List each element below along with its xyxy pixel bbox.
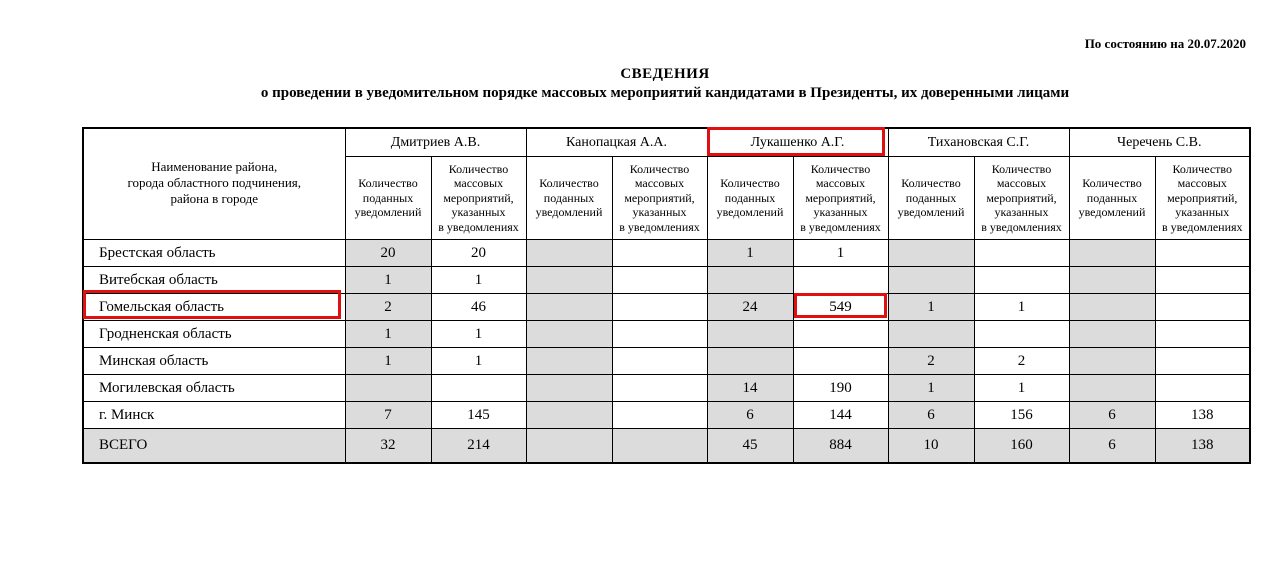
region-name: Минская область: [83, 348, 345, 375]
table-row: [83, 402, 1250, 429]
total-row: [83, 429, 1250, 464]
events-cell: 144: [793, 402, 888, 429]
events-cell: [612, 240, 707, 267]
notifications-cell: [888, 240, 974, 267]
total-notifications-cell: 45: [707, 429, 793, 464]
region-name: Гомельская область: [83, 294, 345, 321]
events-cell: 1: [974, 294, 1069, 321]
events-cell: [1155, 294, 1250, 321]
total-events-cell: [612, 429, 707, 464]
notifications-cell: [526, 294, 612, 321]
events-column-header: Количество массовых мероприятий, указанных в уведомлениях: [612, 157, 707, 240]
notifications-cell: 1: [888, 375, 974, 402]
notifications-cell: [1069, 294, 1155, 321]
notifications-cell: [526, 267, 612, 294]
notifications-cell: [707, 267, 793, 294]
region-name: Могилевская область: [83, 375, 345, 402]
events-cell: [974, 240, 1069, 267]
notifications-cell: 6: [888, 402, 974, 429]
table-row: [83, 321, 1250, 348]
notifications-cell: [1069, 375, 1155, 402]
events-cell: [1155, 348, 1250, 375]
notifications-cell: 2: [345, 294, 431, 321]
events-cell: 190: [793, 375, 888, 402]
notifications-cell: 14: [707, 375, 793, 402]
region-name: Брестская область: [83, 240, 345, 267]
notifications-cell: [1069, 267, 1155, 294]
events-cell: [974, 267, 1069, 294]
table-row: [83, 348, 1250, 375]
events-column-header: Количество массовых мероприятий, указанных в уведомлениях: [974, 157, 1069, 240]
notifications-column-header: Количество поданных уведомлений: [888, 157, 974, 240]
events-column-header: Количество массовых мероприятий, указанных в уведомлениях: [1155, 157, 1250, 240]
events-cell: 20: [431, 240, 526, 267]
region-name: Витебская область: [83, 267, 345, 294]
total-notifications-cell: 32: [345, 429, 431, 464]
notifications-column-header: Количество поданных уведомлений: [707, 157, 793, 240]
events-cell: 46: [431, 294, 526, 321]
events-cell: 145: [431, 402, 526, 429]
notifications-column-header: Количество поданных уведомлений: [1069, 157, 1155, 240]
candidate-header: Черечень С.В.: [1069, 128, 1250, 157]
notifications-cell: 1: [345, 321, 431, 348]
events-cell: [612, 402, 707, 429]
events-cell: [793, 267, 888, 294]
notifications-cell: [707, 348, 793, 375]
total-notifications-cell: 6: [1069, 429, 1155, 464]
events-cell: 156: [974, 402, 1069, 429]
total-label: ВСЕГО: [83, 429, 345, 464]
events-cell: [1155, 240, 1250, 267]
events-cell: [974, 321, 1069, 348]
events-cell: [1155, 321, 1250, 348]
date-line: По состоянию на 20.07.2020: [1084, 36, 1246, 51]
notifications-cell: [345, 375, 431, 402]
notifications-cell: 6: [1069, 402, 1155, 429]
total-events-cell: 214: [431, 429, 526, 464]
notifications-column-header: Количество поданных уведомлений: [345, 157, 431, 240]
notifications-cell: [888, 267, 974, 294]
notifications-cell: [888, 321, 974, 348]
events-cell: [793, 321, 888, 348]
notifications-cell: [526, 402, 612, 429]
notifications-cell: 2: [888, 348, 974, 375]
notifications-column-header: Количество поданных уведомлений: [526, 157, 612, 240]
notifications-cell: 6: [707, 402, 793, 429]
table-row: [83, 240, 1250, 267]
events-cell: 1: [431, 348, 526, 375]
candidate-header: Лукашенко А.Г.: [707, 128, 888, 157]
notifications-cell: 1: [888, 294, 974, 321]
table-row: [83, 267, 1250, 294]
notifications-cell: [707, 321, 793, 348]
events-cell: [612, 267, 707, 294]
notifications-cell: [526, 321, 612, 348]
events-cell: [612, 321, 707, 348]
notifications-cell: [1069, 240, 1155, 267]
candidate-header: Канопацкая А.А.: [526, 128, 707, 157]
notifications-cell: 20: [345, 240, 431, 267]
events-cell: 138: [1155, 402, 1250, 429]
notifications-cell: [526, 240, 612, 267]
events-cell: 2: [974, 348, 1069, 375]
total-events-cell: 160: [974, 429, 1069, 464]
total-events-cell: 884: [793, 429, 888, 464]
events-column-header: Количество массовых мероприятий, указанных в уведомлениях: [431, 157, 526, 240]
region-column-header: Наименование района, города областного подчинения, района в городе: [83, 128, 345, 240]
events-cell: 1: [974, 375, 1069, 402]
notifications-cell: 7: [345, 402, 431, 429]
page-title: СВЕДЕНИЯ: [620, 66, 710, 82]
events-cell: [431, 375, 526, 402]
events-column-header: Количество массовых мероприятий, указанных в уведомлениях: [793, 157, 888, 240]
region-name: Гродненская область: [83, 321, 345, 348]
notifications-cell: [526, 348, 612, 375]
table-row: [83, 294, 1250, 321]
total-notifications-cell: [526, 429, 612, 464]
events-cell: 1: [431, 321, 526, 348]
events-cell: [612, 348, 707, 375]
events-cell: [793, 348, 888, 375]
page-subtitle: о проведении в уведомительном порядке массовых мероприятий кандидатами в Президенты, их доверенными лицами: [260, 85, 1070, 101]
events-cell: [1155, 267, 1250, 294]
report-table: [82, 127, 1251, 464]
candidate-header: Тихановская С.Г.: [888, 128, 1069, 157]
notifications-cell: 1: [707, 240, 793, 267]
events-cell: 1: [793, 240, 888, 267]
table-row: [83, 375, 1250, 402]
notifications-cell: [1069, 321, 1155, 348]
notifications-cell: [1069, 348, 1155, 375]
region-name: г. Минск: [83, 402, 345, 429]
notifications-cell: 1: [345, 348, 431, 375]
events-cell: [612, 375, 707, 402]
total-events-cell: 138: [1155, 429, 1250, 464]
notifications-cell: [526, 375, 612, 402]
notifications-cell: 24: [707, 294, 793, 321]
total-notifications-cell: 10: [888, 429, 974, 464]
events-cell: [612, 294, 707, 321]
events-cell: [1155, 375, 1250, 402]
title-block: [0, 66, 1280, 102]
events-cell: 1: [431, 267, 526, 294]
candidate-header: Дмитриев А.В.: [345, 128, 526, 157]
notifications-cell: 1: [345, 267, 431, 294]
events-cell: 549: [793, 294, 888, 321]
